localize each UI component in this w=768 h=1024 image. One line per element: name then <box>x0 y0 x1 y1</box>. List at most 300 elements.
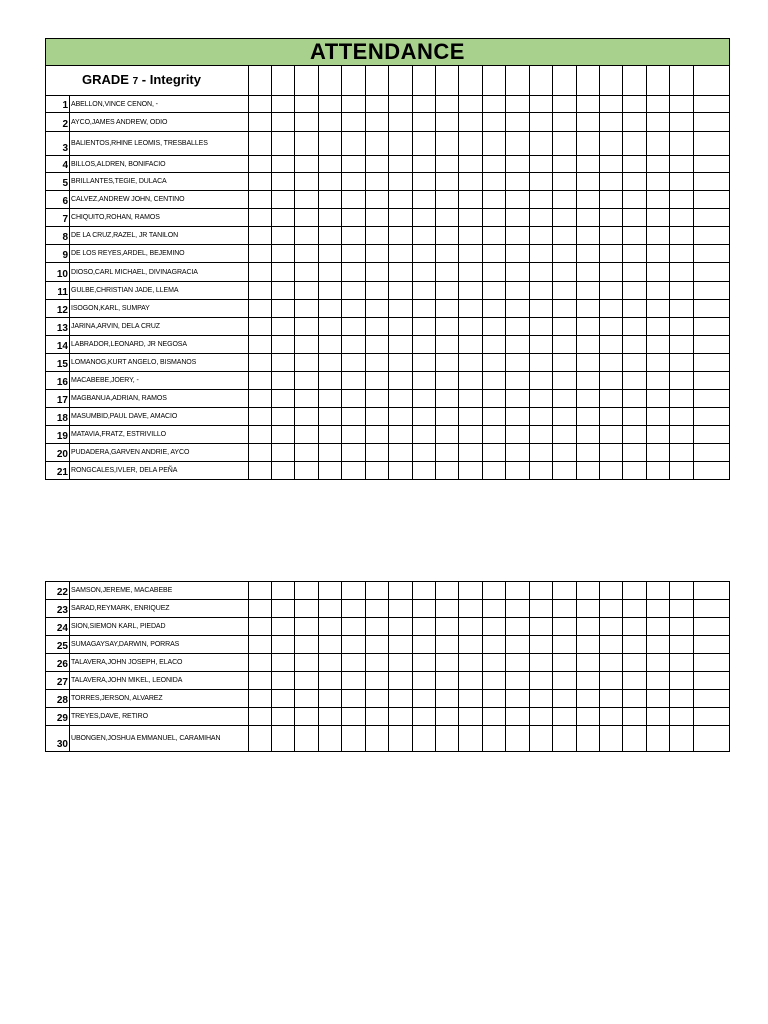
attendance-mark-cell[interactable] <box>295 672 319 690</box>
attendance-mark-cell[interactable] <box>272 672 295 690</box>
attendance-mark-cell[interactable] <box>366 113 389 132</box>
attendance-mark-cell[interactable] <box>506 726 530 752</box>
attendance-mark-cell[interactable] <box>249 227 272 245</box>
attendance-mark-cell[interactable] <box>413 227 436 245</box>
attendance-mark-cell[interactable] <box>647 672 670 690</box>
attendance-mark-cell[interactable] <box>436 336 459 354</box>
attendance-mark-cell[interactable] <box>506 672 530 690</box>
attendance-mark-cell[interactable] <box>389 636 413 654</box>
attendance-mark-cell[interactable] <box>694 173 730 191</box>
attendance-mark-cell[interactable] <box>389 600 413 618</box>
attendance-mark-cell[interactable] <box>366 690 389 708</box>
attendance-mark-cell[interactable] <box>647 618 670 636</box>
attendance-mark-cell[interactable] <box>459 132 483 156</box>
attendance-mark-cell[interactable] <box>249 173 272 191</box>
attendance-mark-cell[interactable] <box>647 708 670 726</box>
attendance-mark-cell[interactable] <box>623 426 647 444</box>
attendance-mark-cell[interactable] <box>647 209 670 227</box>
attendance-mark-cell[interactable] <box>577 173 600 191</box>
attendance-mark-cell[interactable] <box>342 282 366 300</box>
attendance-mark-cell[interactable] <box>623 300 647 318</box>
attendance-mark-cell[interactable] <box>483 600 506 618</box>
attendance-mark-cell[interactable] <box>483 173 506 191</box>
attendance-mark-cell[interactable] <box>647 372 670 390</box>
attendance-mark-cell[interactable] <box>342 600 366 618</box>
attendance-day-header-cell[interactable] <box>272 66 295 96</box>
attendance-mark-cell[interactable] <box>413 726 436 752</box>
attendance-mark-cell[interactable] <box>389 336 413 354</box>
attendance-mark-cell[interactable] <box>577 96 600 113</box>
attendance-mark-cell[interactable] <box>506 654 530 672</box>
attendance-mark-cell[interactable] <box>272 173 295 191</box>
attendance-mark-cell[interactable] <box>647 113 670 132</box>
attendance-mark-cell[interactable] <box>600 227 623 245</box>
attendance-mark-cell[interactable] <box>600 726 623 752</box>
attendance-mark-cell[interactable] <box>249 132 272 156</box>
attendance-mark-cell[interactable] <box>506 408 530 426</box>
attendance-mark-cell[interactable] <box>272 600 295 618</box>
attendance-mark-cell[interactable] <box>342 372 366 390</box>
attendance-mark-cell[interactable] <box>272 654 295 672</box>
attendance-mark-cell[interactable] <box>342 156 366 173</box>
attendance-mark-cell[interactable] <box>366 209 389 227</box>
attendance-mark-cell[interactable] <box>577 462 600 480</box>
attendance-mark-cell[interactable] <box>249 672 272 690</box>
attendance-mark-cell[interactable] <box>553 156 577 173</box>
attendance-mark-cell[interactable] <box>342 654 366 672</box>
attendance-mark-cell[interactable] <box>670 582 694 600</box>
attendance-day-header-cell[interactable] <box>483 66 506 96</box>
attendance-mark-cell[interactable] <box>342 191 366 209</box>
attendance-mark-cell[interactable] <box>577 245 600 263</box>
attendance-mark-cell[interactable] <box>623 227 647 245</box>
attendance-mark-cell[interactable] <box>319 672 342 690</box>
attendance-mark-cell[interactable] <box>483 300 506 318</box>
attendance-mark-cell[interactable] <box>249 708 272 726</box>
attendance-mark-cell[interactable] <box>366 354 389 372</box>
attendance-mark-cell[interactable] <box>553 600 577 618</box>
attendance-mark-cell[interactable] <box>459 263 483 282</box>
attendance-mark-cell[interactable] <box>577 408 600 426</box>
attendance-mark-cell[interactable] <box>295 462 319 480</box>
attendance-mark-cell[interactable] <box>272 372 295 390</box>
attendance-mark-cell[interactable] <box>530 672 553 690</box>
attendance-mark-cell[interactable] <box>670 654 694 672</box>
attendance-mark-cell[interactable] <box>694 300 730 318</box>
attendance-mark-cell[interactable] <box>319 96 342 113</box>
attendance-mark-cell[interactable] <box>530 191 553 209</box>
attendance-mark-cell[interactable] <box>694 96 730 113</box>
attendance-mark-cell[interactable] <box>506 132 530 156</box>
attendance-mark-cell[interactable] <box>647 654 670 672</box>
attendance-mark-cell[interactable] <box>459 191 483 209</box>
attendance-mark-cell[interactable] <box>319 690 342 708</box>
attendance-mark-cell[interactable] <box>670 282 694 300</box>
attendance-mark-cell[interactable] <box>506 156 530 173</box>
attendance-mark-cell[interactable] <box>530 173 553 191</box>
attendance-mark-cell[interactable] <box>530 318 553 336</box>
attendance-mark-cell[interactable] <box>530 354 553 372</box>
attendance-mark-cell[interactable] <box>295 408 319 426</box>
attendance-mark-cell[interactable] <box>530 372 553 390</box>
attendance-mark-cell[interactable] <box>459 708 483 726</box>
attendance-mark-cell[interactable] <box>319 654 342 672</box>
attendance-mark-cell[interactable] <box>436 318 459 336</box>
attendance-mark-cell[interactable] <box>459 462 483 480</box>
attendance-mark-cell[interactable] <box>530 600 553 618</box>
attendance-mark-cell[interactable] <box>413 191 436 209</box>
attendance-mark-cell[interactable] <box>623 672 647 690</box>
attendance-mark-cell[interactable] <box>342 690 366 708</box>
attendance-mark-cell[interactable] <box>670 173 694 191</box>
attendance-mark-cell[interactable] <box>272 390 295 408</box>
attendance-mark-cell[interactable] <box>553 708 577 726</box>
attendance-mark-cell[interactable] <box>342 245 366 263</box>
attendance-mark-cell[interactable] <box>413 636 436 654</box>
attendance-mark-cell[interactable] <box>436 282 459 300</box>
attendance-mark-cell[interactable] <box>577 209 600 227</box>
attendance-mark-cell[interactable] <box>319 636 342 654</box>
attendance-mark-cell[interactable] <box>553 372 577 390</box>
attendance-mark-cell[interactable] <box>623 444 647 462</box>
attendance-mark-cell[interactable] <box>413 113 436 132</box>
attendance-mark-cell[interactable] <box>272 156 295 173</box>
attendance-mark-cell[interactable] <box>506 245 530 263</box>
attendance-mark-cell[interactable] <box>506 690 530 708</box>
attendance-mark-cell[interactable] <box>295 444 319 462</box>
attendance-mark-cell[interactable] <box>272 113 295 132</box>
attendance-mark-cell[interactable] <box>530 113 553 132</box>
attendance-mark-cell[interactable] <box>459 227 483 245</box>
attendance-mark-cell[interactable] <box>319 336 342 354</box>
attendance-mark-cell[interactable] <box>389 300 413 318</box>
attendance-mark-cell[interactable] <box>319 209 342 227</box>
attendance-mark-cell[interactable] <box>459 113 483 132</box>
attendance-mark-cell[interactable] <box>623 282 647 300</box>
attendance-mark-cell[interactable] <box>577 636 600 654</box>
attendance-mark-cell[interactable] <box>366 582 389 600</box>
attendance-mark-cell[interactable] <box>694 672 730 690</box>
attendance-mark-cell[interactable] <box>623 113 647 132</box>
attendance-mark-cell[interactable] <box>530 245 553 263</box>
attendance-mark-cell[interactable] <box>670 600 694 618</box>
attendance-mark-cell[interactable] <box>272 132 295 156</box>
attendance-mark-cell[interactable] <box>694 636 730 654</box>
attendance-mark-cell[interactable] <box>577 618 600 636</box>
attendance-mark-cell[interactable] <box>483 426 506 444</box>
attendance-mark-cell[interactable] <box>366 708 389 726</box>
attendance-mark-cell[interactable] <box>319 390 342 408</box>
attendance-mark-cell[interactable] <box>459 426 483 444</box>
attendance-mark-cell[interactable] <box>295 336 319 354</box>
attendance-mark-cell[interactable] <box>553 726 577 752</box>
attendance-mark-cell[interactable] <box>436 227 459 245</box>
attendance-mark-cell[interactable] <box>600 708 623 726</box>
attendance-mark-cell[interactable] <box>600 654 623 672</box>
attendance-mark-cell[interactable] <box>436 408 459 426</box>
attendance-mark-cell[interactable] <box>436 462 459 480</box>
attendance-mark-cell[interactable] <box>319 156 342 173</box>
attendance-mark-cell[interactable] <box>623 654 647 672</box>
attendance-mark-cell[interactable] <box>670 263 694 282</box>
attendance-mark-cell[interactable] <box>366 390 389 408</box>
attendance-mark-cell[interactable] <box>483 113 506 132</box>
attendance-mark-cell[interactable] <box>295 209 319 227</box>
attendance-mark-cell[interactable] <box>670 408 694 426</box>
attendance-mark-cell[interactable] <box>249 618 272 636</box>
attendance-mark-cell[interactable] <box>530 209 553 227</box>
attendance-mark-cell[interactable] <box>319 708 342 726</box>
attendance-mark-cell[interactable] <box>319 263 342 282</box>
attendance-mark-cell[interactable] <box>506 96 530 113</box>
attendance-mark-cell[interactable] <box>342 618 366 636</box>
attendance-mark-cell[interactable] <box>670 708 694 726</box>
attendance-mark-cell[interactable] <box>319 582 342 600</box>
attendance-mark-cell[interactable] <box>436 354 459 372</box>
attendance-mark-cell[interactable] <box>295 113 319 132</box>
attendance-mark-cell[interactable] <box>342 173 366 191</box>
attendance-mark-cell[interactable] <box>272 690 295 708</box>
attendance-mark-cell[interactable] <box>389 227 413 245</box>
attendance-mark-cell[interactable] <box>389 209 413 227</box>
attendance-mark-cell[interactable] <box>694 726 730 752</box>
attendance-mark-cell[interactable] <box>530 96 553 113</box>
attendance-mark-cell[interactable] <box>694 191 730 209</box>
attendance-mark-cell[interactable] <box>530 408 553 426</box>
attendance-mark-cell[interactable] <box>600 336 623 354</box>
attendance-day-header-cell[interactable] <box>342 66 366 96</box>
attendance-mark-cell[interactable] <box>249 636 272 654</box>
attendance-mark-cell[interactable] <box>389 354 413 372</box>
attendance-mark-cell[interactable] <box>694 336 730 354</box>
attendance-mark-cell[interactable] <box>272 282 295 300</box>
attendance-mark-cell[interactable] <box>483 618 506 636</box>
attendance-mark-cell[interactable] <box>530 462 553 480</box>
attendance-mark-cell[interactable] <box>670 132 694 156</box>
attendance-mark-cell[interactable] <box>389 372 413 390</box>
attendance-mark-cell[interactable] <box>506 263 530 282</box>
attendance-mark-cell[interactable] <box>413 263 436 282</box>
attendance-day-header-cell[interactable] <box>249 66 272 96</box>
attendance-mark-cell[interactable] <box>553 426 577 444</box>
attendance-mark-cell[interactable] <box>483 209 506 227</box>
attendance-mark-cell[interactable] <box>436 582 459 600</box>
attendance-mark-cell[interactable] <box>600 209 623 227</box>
attendance-mark-cell[interactable] <box>342 426 366 444</box>
attendance-mark-cell[interactable] <box>577 227 600 245</box>
attendance-mark-cell[interactable] <box>506 300 530 318</box>
attendance-mark-cell[interactable] <box>600 390 623 408</box>
attendance-mark-cell[interactable] <box>577 426 600 444</box>
attendance-mark-cell[interactable] <box>389 390 413 408</box>
attendance-mark-cell[interactable] <box>272 318 295 336</box>
attendance-mark-cell[interactable] <box>366 191 389 209</box>
attendance-mark-cell[interactable] <box>413 132 436 156</box>
attendance-mark-cell[interactable] <box>647 282 670 300</box>
attendance-mark-cell[interactable] <box>342 209 366 227</box>
attendance-mark-cell[interactable] <box>530 300 553 318</box>
attendance-mark-cell[interactable] <box>436 600 459 618</box>
attendance-mark-cell[interactable] <box>459 372 483 390</box>
attendance-mark-cell[interactable] <box>506 390 530 408</box>
attendance-mark-cell[interactable] <box>483 227 506 245</box>
attendance-mark-cell[interactable] <box>694 444 730 462</box>
attendance-mark-cell[interactable] <box>483 690 506 708</box>
attendance-mark-cell[interactable] <box>553 654 577 672</box>
attendance-mark-cell[interactable] <box>577 372 600 390</box>
attendance-mark-cell[interactable] <box>249 263 272 282</box>
attendance-mark-cell[interactable] <box>483 318 506 336</box>
attendance-mark-cell[interactable] <box>249 726 272 752</box>
attendance-mark-cell[interactable] <box>366 426 389 444</box>
attendance-mark-cell[interactable] <box>647 426 670 444</box>
attendance-mark-cell[interactable] <box>530 132 553 156</box>
attendance-mark-cell[interactable] <box>577 132 600 156</box>
attendance-mark-cell[interactable] <box>436 173 459 191</box>
attendance-mark-cell[interactable] <box>483 636 506 654</box>
attendance-mark-cell[interactable] <box>342 263 366 282</box>
attendance-mark-cell[interactable] <box>553 462 577 480</box>
attendance-mark-cell[interactable] <box>577 318 600 336</box>
attendance-mark-cell[interactable] <box>295 318 319 336</box>
attendance-mark-cell[interactable] <box>623 708 647 726</box>
attendance-mark-cell[interactable] <box>389 708 413 726</box>
attendance-mark-cell[interactable] <box>577 654 600 672</box>
attendance-mark-cell[interactable] <box>600 372 623 390</box>
attendance-mark-cell[interactable] <box>366 282 389 300</box>
attendance-mark-cell[interactable] <box>670 113 694 132</box>
attendance-mark-cell[interactable] <box>459 245 483 263</box>
attendance-mark-cell[interactable] <box>342 390 366 408</box>
attendance-mark-cell[interactable] <box>342 300 366 318</box>
attendance-mark-cell[interactable] <box>506 600 530 618</box>
attendance-mark-cell[interactable] <box>483 444 506 462</box>
attendance-mark-cell[interactable] <box>483 708 506 726</box>
attendance-mark-cell[interactable] <box>483 672 506 690</box>
attendance-mark-cell[interactable] <box>413 318 436 336</box>
attendance-mark-cell[interactable] <box>413 354 436 372</box>
attendance-mark-cell[interactable] <box>577 726 600 752</box>
attendance-mark-cell[interactable] <box>483 462 506 480</box>
attendance-mark-cell[interactable] <box>600 426 623 444</box>
attendance-mark-cell[interactable] <box>647 245 670 263</box>
attendance-mark-cell[interactable] <box>272 408 295 426</box>
attendance-mark-cell[interactable] <box>577 191 600 209</box>
attendance-mark-cell[interactable] <box>506 426 530 444</box>
attendance-mark-cell[interactable] <box>413 672 436 690</box>
attendance-mark-cell[interactable] <box>436 618 459 636</box>
attendance-mark-cell[interactable] <box>694 282 730 300</box>
attendance-mark-cell[interactable] <box>295 96 319 113</box>
attendance-mark-cell[interactable] <box>436 156 459 173</box>
attendance-mark-cell[interactable] <box>413 372 436 390</box>
attendance-mark-cell[interactable] <box>272 227 295 245</box>
attendance-mark-cell[interactable] <box>295 156 319 173</box>
attendance-mark-cell[interactable] <box>436 672 459 690</box>
attendance-mark-cell[interactable] <box>694 372 730 390</box>
attendance-mark-cell[interactable] <box>413 209 436 227</box>
attendance-mark-cell[interactable] <box>389 263 413 282</box>
attendance-mark-cell[interactable] <box>366 173 389 191</box>
attendance-mark-cell[interactable] <box>342 336 366 354</box>
attendance-mark-cell[interactable] <box>670 672 694 690</box>
attendance-day-header-cell[interactable] <box>530 66 553 96</box>
attendance-mark-cell[interactable] <box>553 390 577 408</box>
attendance-mark-cell[interactable] <box>366 318 389 336</box>
attendance-mark-cell[interactable] <box>319 372 342 390</box>
attendance-mark-cell[interactable] <box>272 354 295 372</box>
attendance-mark-cell[interactable] <box>366 444 389 462</box>
attendance-mark-cell[interactable] <box>483 336 506 354</box>
attendance-mark-cell[interactable] <box>413 582 436 600</box>
attendance-mark-cell[interactable] <box>506 318 530 336</box>
attendance-mark-cell[interactable] <box>436 263 459 282</box>
attendance-mark-cell[interactable] <box>577 156 600 173</box>
attendance-mark-cell[interactable] <box>577 672 600 690</box>
attendance-mark-cell[interactable] <box>647 690 670 708</box>
attendance-mark-cell[interactable] <box>295 132 319 156</box>
attendance-mark-cell[interactable] <box>647 462 670 480</box>
attendance-mark-cell[interactable] <box>647 408 670 426</box>
attendance-mark-cell[interactable] <box>670 354 694 372</box>
attendance-mark-cell[interactable] <box>623 408 647 426</box>
attendance-mark-cell[interactable] <box>600 96 623 113</box>
attendance-mark-cell[interactable] <box>506 708 530 726</box>
attendance-mark-cell[interactable] <box>623 636 647 654</box>
attendance-mark-cell[interactable] <box>319 282 342 300</box>
attendance-mark-cell[interactable] <box>553 690 577 708</box>
attendance-mark-cell[interactable] <box>295 173 319 191</box>
attendance-mark-cell[interactable] <box>530 390 553 408</box>
attendance-mark-cell[interactable] <box>506 636 530 654</box>
attendance-mark-cell[interactable] <box>553 318 577 336</box>
attendance-mark-cell[interactable] <box>272 726 295 752</box>
attendance-mark-cell[interactable] <box>506 354 530 372</box>
attendance-mark-cell[interactable] <box>483 132 506 156</box>
attendance-mark-cell[interactable] <box>436 300 459 318</box>
attendance-mark-cell[interactable] <box>600 636 623 654</box>
attendance-mark-cell[interactable] <box>389 245 413 263</box>
attendance-mark-cell[interactable] <box>436 245 459 263</box>
attendance-mark-cell[interactable] <box>670 336 694 354</box>
attendance-mark-cell[interactable] <box>436 209 459 227</box>
attendance-mark-cell[interactable] <box>413 426 436 444</box>
attendance-mark-cell[interactable] <box>670 300 694 318</box>
attendance-mark-cell[interactable] <box>600 354 623 372</box>
attendance-mark-cell[interactable] <box>530 282 553 300</box>
attendance-mark-cell[interactable] <box>647 318 670 336</box>
attendance-mark-cell[interactable] <box>694 408 730 426</box>
attendance-mark-cell[interactable] <box>459 600 483 618</box>
attendance-mark-cell[interactable] <box>366 462 389 480</box>
attendance-mark-cell[interactable] <box>647 726 670 752</box>
attendance-mark-cell[interactable] <box>295 245 319 263</box>
attendance-mark-cell[interactable] <box>319 227 342 245</box>
attendance-day-header-cell[interactable] <box>694 66 730 96</box>
attendance-mark-cell[interactable] <box>459 672 483 690</box>
attendance-mark-cell[interactable] <box>413 173 436 191</box>
attendance-mark-cell[interactable] <box>459 408 483 426</box>
attendance-mark-cell[interactable] <box>366 263 389 282</box>
attendance-mark-cell[interactable] <box>436 132 459 156</box>
attendance-mark-cell[interactable] <box>413 156 436 173</box>
attendance-mark-cell[interactable] <box>389 282 413 300</box>
attendance-mark-cell[interactable] <box>436 96 459 113</box>
attendance-mark-cell[interactable] <box>600 318 623 336</box>
attendance-mark-cell[interactable] <box>623 372 647 390</box>
attendance-day-header-cell[interactable] <box>366 66 389 96</box>
attendance-mark-cell[interactable] <box>366 96 389 113</box>
